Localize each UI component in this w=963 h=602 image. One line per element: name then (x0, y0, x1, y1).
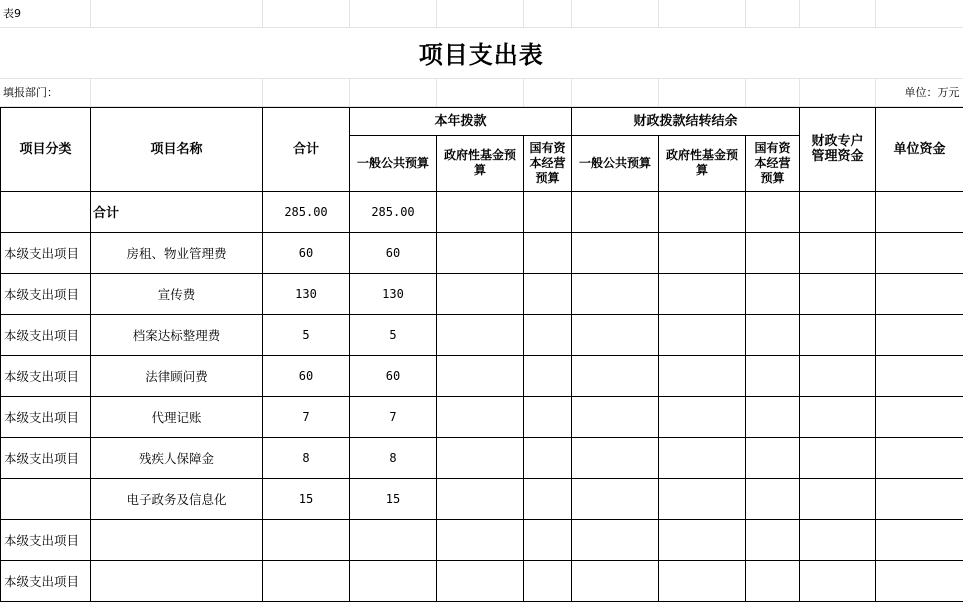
row-project-name[interactable]: 电子政务及信息化 (91, 478, 263, 519)
row-category[interactable]: 本级支出项目 (1, 273, 91, 314)
header-special-account-fund[interactable]: 财政专户管理资金 (800, 107, 876, 191)
unit-label[interactable]: 单位：万元 (875, 78, 963, 106)
row-project-name[interactable]: 宣传费 (91, 273, 263, 314)
header-current-year-appropriation[interactable]: 本年拨款 (350, 107, 572, 135)
empty-cell[interactable] (876, 560, 963, 601)
summary-total[interactable]: 285.00 (263, 191, 350, 232)
empty-cell[interactable] (437, 232, 524, 273)
empty-cell[interactable] (876, 355, 963, 396)
empty-cell[interactable] (571, 78, 658, 106)
summary-category-cell[interactable] (1, 191, 91, 232)
page-title[interactable]: 项目支出表 (0, 27, 963, 78)
row-category[interactable]: 本级支出项目 (1, 355, 91, 396)
header-carryover-balance[interactable]: 财政拨款结转结余 (572, 107, 800, 135)
table-row (1, 560, 963, 601)
empty-cell[interactable] (746, 396, 800, 437)
empty-cell[interactable] (524, 191, 572, 232)
header-state-capital-budget[interactable]: 国有资本经营预算 (524, 135, 572, 191)
table-row (1, 396, 963, 437)
empty-cell[interactable] (746, 478, 800, 519)
empty-cell[interactable] (659, 437, 746, 478)
row-category[interactable]: 本级支出项目 (1, 560, 91, 601)
empty-cell[interactable] (746, 519, 800, 560)
empty-cell[interactable] (746, 560, 800, 601)
row-total[interactable]: 15 (263, 478, 350, 519)
row-total[interactable]: 60 (263, 355, 350, 396)
summary-general-budget[interactable]: 285.00 (350, 191, 437, 232)
summary-label[interactable]: 合计 (91, 191, 263, 232)
empty-cell[interactable] (524, 560, 572, 601)
table-row (1, 437, 963, 478)
empty-cell[interactable] (876, 519, 963, 560)
empty-cell[interactable] (876, 273, 963, 314)
empty-cell[interactable] (524, 273, 572, 314)
row-total[interactable] (263, 560, 350, 601)
empty-cell[interactable] (523, 78, 571, 106)
row-project-name[interactable]: 房租、物业管理费 (91, 232, 263, 273)
header-category[interactable]: 项目分类 (1, 107, 91, 191)
empty-cell[interactable] (349, 0, 436, 27)
empty-cell[interactable] (876, 478, 963, 519)
empty-cell[interactable] (523, 0, 571, 27)
empty-cell[interactable] (262, 0, 349, 27)
empty-cell[interactable] (437, 273, 524, 314)
empty-cell[interactable] (800, 437, 876, 478)
empty-cell[interactable] (659, 478, 746, 519)
row-total[interactable] (263, 519, 350, 560)
empty-cell[interactable] (437, 560, 524, 601)
table-row (1, 355, 963, 396)
empty-cell[interactable] (572, 396, 659, 437)
row-project-name[interactable]: 法律顾问费 (91, 355, 263, 396)
empty-cell[interactable] (436, 78, 523, 106)
empty-cell[interactable] (659, 314, 746, 355)
empty-cell[interactable] (571, 0, 658, 27)
table-row (1, 232, 963, 273)
row-category[interactable]: 本级支出项目 (1, 396, 91, 437)
empty-cell[interactable] (524, 519, 572, 560)
empty-cell[interactable] (659, 191, 746, 232)
empty-cell[interactable] (876, 437, 963, 478)
empty-cell[interactable] (437, 437, 524, 478)
empty-cell[interactable] (524, 437, 572, 478)
header-general-public-budget[interactable]: 一般公共预算 (350, 135, 437, 191)
header-carryover-state-capital-budget[interactable]: 国有资本经营预算 (746, 135, 800, 191)
empty-cell[interactable] (746, 314, 800, 355)
empty-cell[interactable] (800, 191, 876, 232)
table-row (1, 314, 963, 355)
empty-cell[interactable] (799, 0, 875, 27)
table-row (1, 478, 963, 519)
row-project-name[interactable]: 档案达标整理费 (91, 314, 263, 355)
empty-cell[interactable] (572, 519, 659, 560)
project-expenditure-table (0, 107, 963, 602)
empty-cell[interactable] (437, 396, 524, 437)
row-project-name[interactable] (91, 560, 263, 601)
table-row (1, 519, 963, 560)
empty-cell[interactable] (745, 78, 799, 106)
row-general-budget[interactable]: 15 (350, 478, 437, 519)
empty-cell[interactable] (745, 0, 799, 27)
empty-cell[interactable] (659, 519, 746, 560)
empty-cell[interactable] (800, 232, 876, 273)
empty-cell[interactable] (437, 314, 524, 355)
empty-cell[interactable] (572, 314, 659, 355)
empty-cell[interactable] (800, 519, 876, 560)
row-general-budget[interactable]: 8 (350, 437, 437, 478)
empty-cell[interactable] (746, 191, 800, 232)
empty-cell[interactable] (800, 478, 876, 519)
header-project-name[interactable]: 项目名称 (91, 107, 263, 191)
empty-cell[interactable] (659, 273, 746, 314)
row-category[interactable]: 本级支出项目 (1, 314, 91, 355)
empty-cell[interactable] (659, 232, 746, 273)
empty-cell[interactable] (437, 478, 524, 519)
empty-cell[interactable] (799, 78, 875, 106)
empty-cell[interactable] (658, 0, 745, 27)
empty-cell[interactable] (572, 232, 659, 273)
empty-cell[interactable] (524, 396, 572, 437)
empty-cell[interactable] (524, 355, 572, 396)
empty-cell[interactable] (349, 78, 436, 106)
empty-cell[interactable] (800, 396, 876, 437)
empty-cell[interactable] (90, 78, 262, 106)
empty-cell[interactable] (572, 560, 659, 601)
empty-cell[interactable] (572, 273, 659, 314)
row-general-budget[interactable]: 7 (350, 396, 437, 437)
empty-cell[interactable] (876, 314, 963, 355)
row-general-budget[interactable]: 5 (350, 314, 437, 355)
empty-cell[interactable] (876, 396, 963, 437)
empty-cell[interactable] (437, 519, 524, 560)
empty-cell[interactable] (800, 314, 876, 355)
empty-cell[interactable] (746, 437, 800, 478)
header-unit-fund[interactable]: 单位资金 (876, 107, 963, 191)
empty-cell[interactable] (746, 273, 800, 314)
row-total[interactable]: 5 (263, 314, 350, 355)
row-general-budget[interactable] (350, 519, 437, 560)
empty-cell[interactable] (659, 355, 746, 396)
empty-cell[interactable] (800, 560, 876, 601)
sheet-top-grid (0, 0, 963, 107)
empty-cell[interactable] (524, 478, 572, 519)
fill-department-label[interactable]: 填报部门： (0, 78, 90, 106)
empty-cell[interactable] (572, 478, 659, 519)
header-carryover-government-fund-budget[interactable]: 政府性基金预算 (659, 135, 746, 191)
empty-cell[interactable] (800, 273, 876, 314)
empty-cell[interactable] (746, 355, 800, 396)
empty-cell[interactable] (437, 355, 524, 396)
empty-cell[interactable] (875, 0, 963, 27)
row-total[interactable]: 8 (263, 437, 350, 478)
header-government-fund-budget[interactable]: 政府性基金预算 (437, 135, 524, 191)
empty-cell[interactable] (876, 191, 963, 232)
table-row (1, 273, 963, 314)
row-project-name[interactable]: 代理记账 (91, 396, 263, 437)
empty-cell[interactable] (524, 232, 572, 273)
empty-cell[interactable] (746, 232, 800, 273)
row-general-budget[interactable] (350, 560, 437, 601)
row-general-budget[interactable]: 60 (350, 232, 437, 273)
empty-cell[interactable] (572, 355, 659, 396)
row-general-budget[interactable]: 130 (350, 273, 437, 314)
row-category[interactable]: 本级支出项目 (1, 437, 91, 478)
summary-row (1, 191, 963, 232)
empty-cell[interactable] (437, 191, 524, 232)
empty-cell[interactable] (572, 437, 659, 478)
row-category[interactable]: 本级支出项目 (1, 519, 91, 560)
row-category[interactable]: 本级支出项目 (1, 232, 91, 273)
row-total[interactable]: 130 (263, 273, 350, 314)
row-project-name[interactable] (91, 519, 263, 560)
row-general-budget[interactable]: 60 (350, 355, 437, 396)
row-project-name[interactable]: 残疾人保障金 (91, 437, 263, 478)
empty-cell[interactable] (658, 78, 745, 106)
empty-cell[interactable] (262, 78, 349, 106)
row-category[interactable] (1, 478, 91, 519)
empty-cell[interactable] (572, 191, 659, 232)
empty-cell[interactable] (800, 355, 876, 396)
header-carryover-general-public-budget[interactable]: 一般公共预算 (572, 135, 659, 191)
empty-cell[interactable] (524, 314, 572, 355)
header-total[interactable]: 合计 (263, 107, 350, 191)
empty-cell[interactable] (659, 396, 746, 437)
empty-cell[interactable] (436, 0, 523, 27)
table-number[interactable]: 表9 (0, 0, 90, 27)
empty-cell[interactable] (90, 0, 262, 27)
empty-cell[interactable] (659, 560, 746, 601)
empty-cell[interactable] (876, 232, 963, 273)
row-total[interactable]: 60 (263, 232, 350, 273)
row-total[interactable]: 7 (263, 396, 350, 437)
